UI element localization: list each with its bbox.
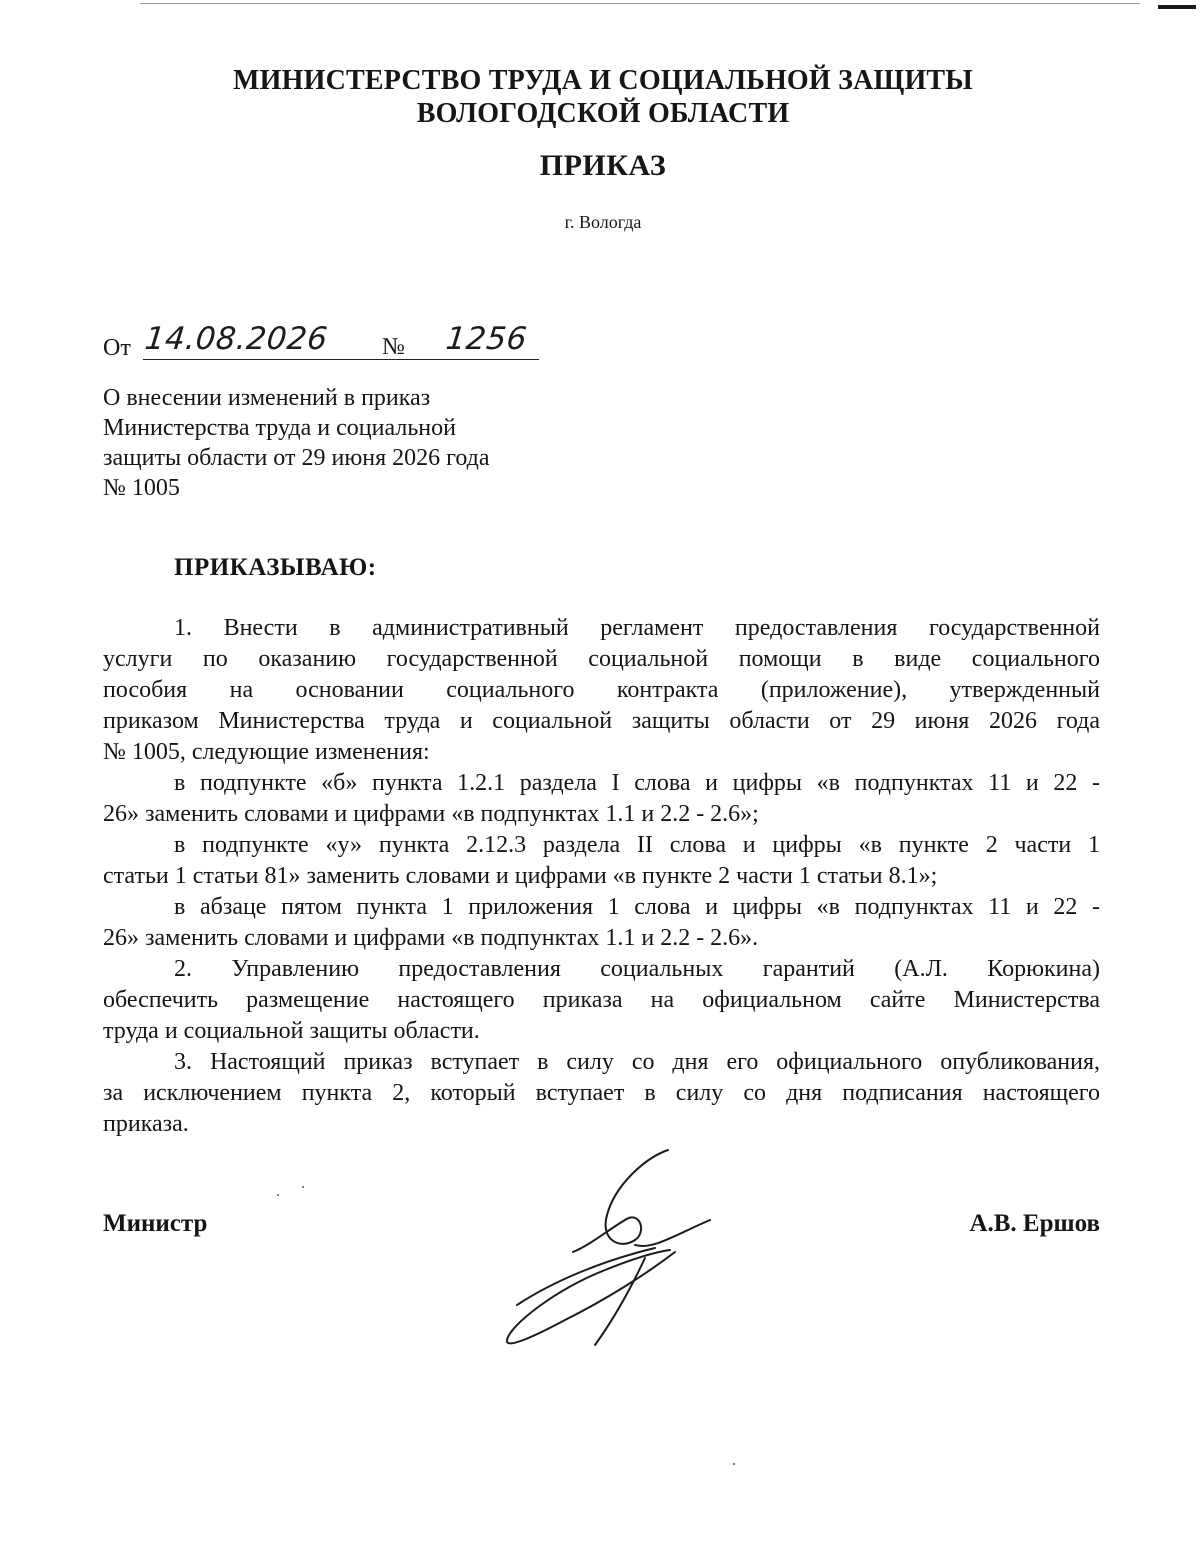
city-label: г. Вологда — [564, 212, 642, 232]
ministry-name-line-2: ВОЛОГОДСКОЙ ОБЛАСТИ — [416, 98, 790, 129]
handwritten-signature — [495, 1140, 725, 1365]
scan-speck — [302, 1186, 304, 1188]
body-line: 2. Управлению предоставления социальных гарантий (А.Л. Корюкина) — [174, 956, 1100, 982]
handwritten-date: 14.08.2026 — [143, 321, 330, 357]
scan-speck — [733, 1463, 735, 1465]
body-line: № 1005, следующие изменения: — [103, 739, 430, 765]
document-type-title: ПРИКАЗ — [539, 149, 667, 182]
body-line: 1. Внести в административный регламент предоставления государственной — [174, 615, 1100, 641]
subject-line: Министерства труда и социальной — [103, 415, 456, 441]
ministry-name — [0, 64, 1200, 130]
ministry-name-line-1: МИНИСТЕРСТВО ТРУДА И СОЦИАЛЬНОЙ ЗАЩИТЫ — [233, 65, 973, 96]
order-body — [103, 613, 1100, 1140]
date-prefix: От — [103, 335, 131, 361]
body-line: в подпункте «у» пункта 2.12.3 раздела II слова и цифры «в пункте 2 части 1 — [174, 832, 1100, 858]
body-line: за исключением пункта 2, который вступает в силу со дня подписания настоящего — [103, 1080, 1100, 1106]
signer-name: А.В. Ершов — [969, 1210, 1100, 1237]
scan-speck — [277, 1194, 279, 1196]
body-line: услуги по оказанию государственной социальной помощи в виде социального — [103, 646, 1100, 672]
body-line: приказом Министерства труда и социальной защиты области от 29 июня 2026 года — [103, 708, 1100, 734]
handwritten-number: 1256 — [444, 321, 529, 357]
body-line: обеспечить размещение настоящего приказа на официальном сайте Министерства — [103, 987, 1100, 1013]
body-line: труда и социальной защиты области. — [103, 1018, 480, 1044]
subject-line: № 1005 — [103, 475, 180, 501]
scan-corner-mark — [1158, 5, 1196, 9]
body-line: в абзаце пятом пункта 1 приложения 1 слова и цифры «в подпунктах 11 и 22 - — [174, 894, 1100, 920]
signer-position: Министр — [103, 1210, 208, 1237]
order-subject — [103, 383, 573, 503]
body-line: статьи 1 статьи 81» заменить словами и цифрами «в пункте 2 части 1 статьи 8.1»; — [103, 863, 938, 889]
number-sign: № — [382, 334, 405, 360]
body-line: в подпункте «б» пункта 1.2.1 раздела I слова и цифры «в подпунктах 11 и 22 - — [174, 770, 1100, 796]
body-line: 26» заменить словами и цифрами «в подпунктах 1.1 и 2.2 - 2.6». — [103, 925, 759, 951]
subject-line: защиты области от 29 июня 2026 года — [103, 445, 490, 471]
number-field — [412, 316, 539, 360]
body-line: 26» заменить словами и цифрами «в подпунктах 1.1 и 2.2 - 2.6»; — [103, 801, 759, 827]
body-line: приказа. — [103, 1111, 189, 1137]
scan-edge-line — [140, 3, 1140, 4]
body-line: 3. Настоящий приказ вступает в силу со дня его официального опубликования, — [174, 1049, 1100, 1075]
order-directive-heading: ПРИКАЗЫВАЮ: — [174, 554, 377, 581]
registration-line — [103, 316, 563, 364]
subject-line: О внесении изменений в приказ — [103, 385, 431, 411]
body-line: пособия на основании социального контракта (приложение), утвержденный — [103, 677, 1100, 703]
